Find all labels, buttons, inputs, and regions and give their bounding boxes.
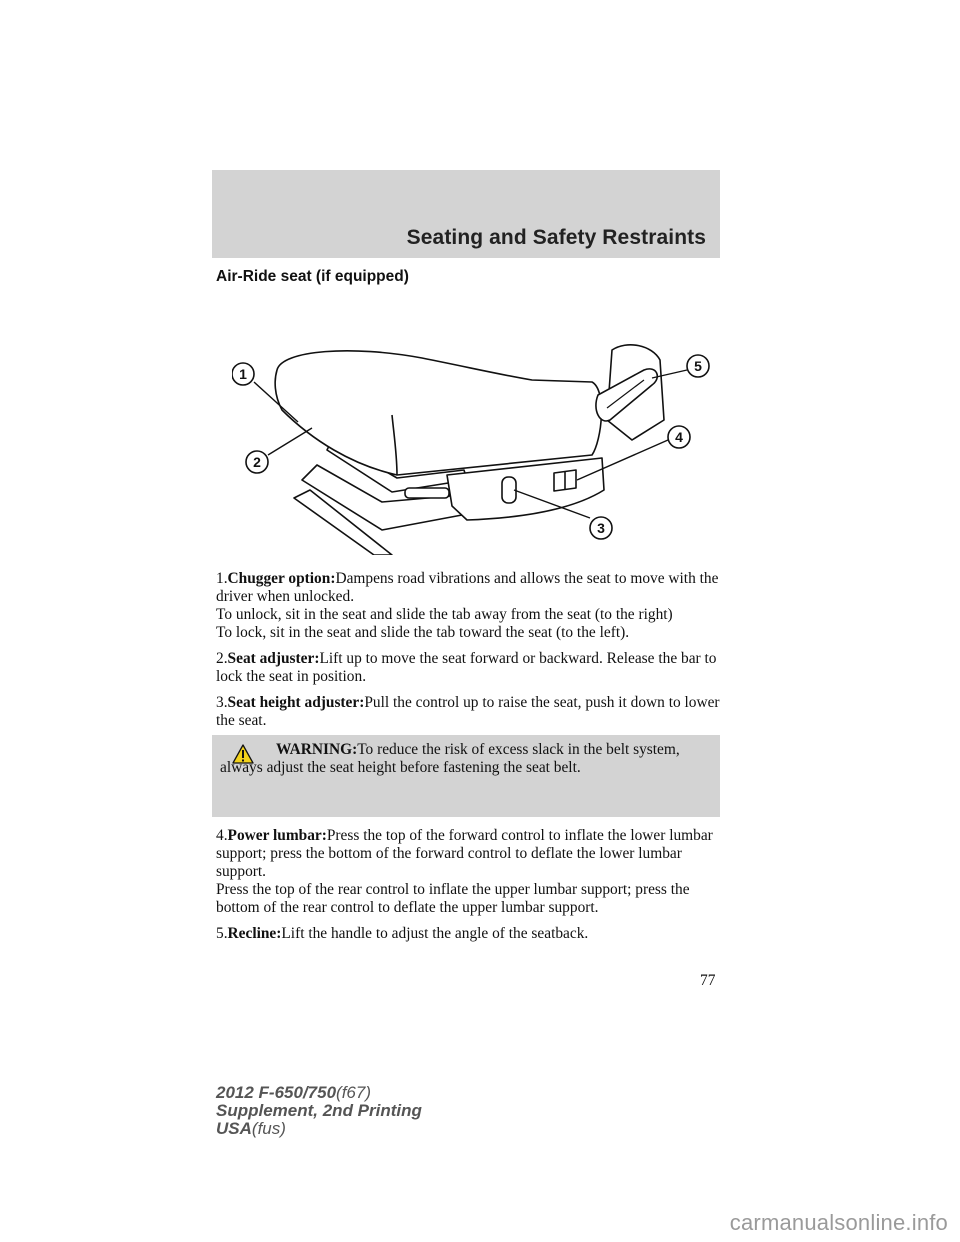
section-header-band	[212, 170, 720, 258]
seat-illustration	[232, 330, 722, 555]
item-list-lower	[216, 827, 722, 951]
item-4-term: Power lumbar:	[227, 827, 327, 844]
section-header-title: Seating and Safety Restraints	[406, 226, 706, 249]
warning-label: WARNING:	[276, 741, 358, 758]
height-control-switch	[502, 477, 516, 503]
item-2-term: Seat adjuster:	[227, 650, 320, 667]
item-1: 1.Chugger option:Dampens road vibrations and allows the seat to move with the driver when unlocked. To unlock, sit in the seat and slide the tab away from the seat (to the right) To lock, sit in the seat and slide the tab toward the seat (to the left).	[216, 570, 719, 641]
seat-cushion	[275, 351, 601, 475]
item-4: 4.Power lumbar:Press the top of the forward control to inflate the lower lumbar support; press the bottom of the forward control to deflate the lower lumbar support. Press the top of the rear control to inflate the upper lumbar support; press the bottom of the rear control to deflate the upper lumbar support.	[216, 827, 713, 916]
item-3-term: Seat height adjuster:	[227, 694, 365, 711]
warning-text: WARNING:To reduce the risk of excess slack in the belt system, always adjust the seat height before fastening the seat belt.	[220, 741, 680, 776]
section-heading: Air-Ride seat (if equipped)	[216, 268, 409, 285]
item-list-upper	[216, 570, 722, 738]
callout-3-label: 3	[597, 520, 605, 536]
item-5: 5.Recline:Lift the handle to adjust the angle of the seatback.	[216, 925, 589, 942]
callout-2-label: 2	[253, 454, 261, 470]
item-2: 2.Seat adjuster:Lift up to move the seat forward or backward. Release the bar to lock the seat in position.	[216, 650, 717, 685]
print-footer: 2012 F-650/750(f67) Supplement, 2nd Printing USA(fus)	[216, 1083, 422, 1138]
rail-slot	[405, 488, 449, 498]
watermark: carmanualsonline.info	[729, 1210, 948, 1235]
page-number: 77	[700, 972, 716, 989]
item-1-term: Chugger option:	[227, 570, 336, 587]
callout-5-label: 5	[694, 358, 702, 374]
item-5-term: Recline:	[227, 925, 282, 942]
item-3: 3.Seat height adjuster:Pull the control up to raise the seat, push it down to lower the seat.	[216, 694, 720, 729]
callout-4-label: 4	[675, 429, 683, 445]
warning-box	[212, 735, 720, 817]
callout-1-label: 1	[239, 366, 247, 382]
